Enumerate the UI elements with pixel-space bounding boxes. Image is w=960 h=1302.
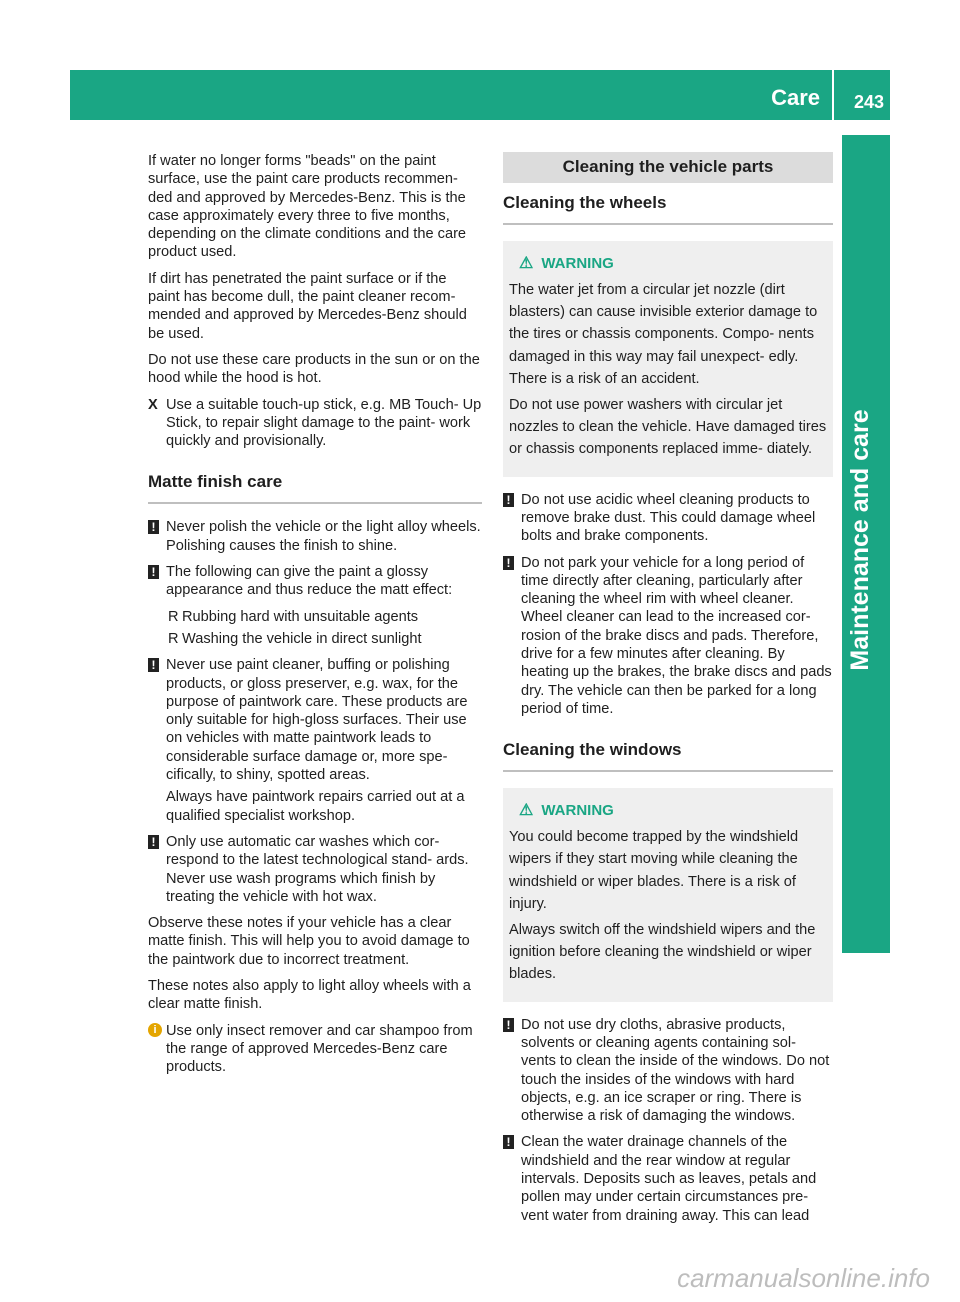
list-item-text: Rubbing hard with unsuitable agents [182,608,419,625]
paragraph: Observe these notes if your vehicle has a clear matte finish. This will help you to avoid damage to the paintwork due to incorrect treatment. [148,915,470,968]
caution-note [503,1016,833,1126]
caution-note [148,518,482,555]
warning-header [509,253,827,273]
section-heading: Cleaning the vehicle parts [503,152,833,183]
note-text: The following can give the paint a glossy appearance and thus reduce the matt effect: [166,564,453,599]
caution-note [148,563,482,600]
warning-icon: ⚠ [519,255,534,272]
warning-header [509,800,827,820]
paragraph: If dirt has penetrated the paint surface or if the paint has become dull, the paint cleaner recom- mended and approved by Mercedes-Benz should be used. [148,270,467,342]
list-item [148,608,482,626]
bullet-icon: R [168,630,179,647]
caution-note [148,833,482,906]
note-text: Clean the water drainage channels of the windshield and the rear window at regular intervals. Deposits such as leaves, petals and pollen may under certain circumstances pre- vent water from draining away. This can lead [521,1134,817,1224]
list-item [148,630,482,648]
exclamation-icon: ! [148,565,159,579]
left-column [148,152,482,1084]
note-text: Use only insect remover and car shampoo from the range of approved Mercedes-Benz care products. [166,1022,473,1076]
watermark: carmanualsonline.info [677,1263,930,1293]
caution-note-continuation [148,788,482,825]
heading-cleaning-wheels: Cleaning the wheels [503,193,833,225]
heading-matte-finish: Matte finish care [148,472,482,504]
paragraph: If water no longer forms "beads" on the paint surface, use the paint care products recommen- ded and approved by Mercedes-Benz. This is the case approximately every three to five months, depending on the climate conditions and the care product used. [148,153,467,261]
header-bar [70,70,890,120]
exclamation-icon: ! [148,835,159,849]
side-tab-label: Maintenance and care [846,409,874,671]
paragraph: Do not use these care products in the sun or on the hood while the hood is hot. [148,351,480,387]
warning-text: Always switch off the windshield wipers and the ignition before cleaning the windshield or wiper blades. [509,922,816,983]
warning-icon: ⚠ [519,802,534,820]
heading-cleaning-windows: Cleaning the windows [503,740,833,772]
warning-label: WARNING [541,255,614,272]
step-text: Use a suitable touch-up stick, e.g. MB Touch- Up Stick, to repair slight damage to the paint- work quickly and provisionally. [166,396,482,450]
exclamation-icon: ! [148,520,159,534]
list-item-text: Washing the vehicle in direct sunlight [182,630,422,647]
exclamation-icon: ! [503,1135,514,1149]
exclamation-icon: ! [148,658,159,672]
section-title: Care [771,85,820,110]
note-text: Never use paint cleaner, buffing or polishing products, or gloss preserver, e.g. wax, for the purpose of paintwork care. These products are only suitable for high-gloss surfaces. Their use on vehicles with matte paintwork leads to considerable surface damage or, more spe- cifically, to shiny, spotted areas. [166,657,468,784]
caution-note [148,656,482,784]
note-text: Do not use acidic wheel cleaning products to remove brake dust. This could damage wheel bolts and brake components. [521,491,816,545]
note-text: Only use automatic car washes which cor- respond to the latest technological stand- ards. Never use wash programs which finish by treating the vehicle with hot wax. [166,833,469,905]
bullet-icon: R [168,608,179,625]
info-icon: i [148,1023,162,1037]
paragraph: These notes also apply to light alloy wheels with a clear matte finish. [148,977,471,1013]
page-number: 243 [853,92,884,112]
warning-label: WARNING [541,802,614,820]
step-arrow-icon: X [148,396,158,413]
side-tab [842,135,890,953]
exclamation-icon: ! [503,556,514,570]
warning-text: Do not use power washers with circular jet nozzles to clean the vehicle. Have damaged tires or chassis components replaced imme- diately. [509,397,827,458]
caution-note [503,554,833,719]
warning-text: You could become trapped by the windshield wipers if they start moving while cleaning the windshield or wiper blades. There is a risk of injury. [509,829,799,912]
note-text: Do not park your vehicle for a long period of time directly after cleaning, particularly after cleaning the wheel rim with wheel cleaner. Wheel cleaner can lead to the increased cor- rosion of the brake discs and pads. Therefore, drive for a few minutes after cleaning. By heating up the brakes, the brake discs and pads dry. The vehicle can then be parked for a long period of time. [521,554,832,717]
header-divider [832,70,834,120]
caution-note [503,491,833,546]
note-text: Do not use dry cloths, abrasive products, solvents or cleaning agents containing sol- vents to clean the inside of the windows. Do not touch the insides of the windows with hard objects, e.g. an ice scraper or ring. There is otherwise a risk of damaging the windows. [521,1016,830,1125]
warning-box [503,241,833,477]
exclamation-icon: ! [503,493,514,507]
note-text: Always have paintwork repairs carried out at a qualified specialist workshop. [166,789,465,824]
note-text: Never polish the vehicle or the light alloy wheels. Polishing causes the finish to shine. [166,519,481,554]
exclamation-icon: ! [503,1018,514,1032]
info-note [148,1022,482,1077]
right-column [503,152,833,1233]
action-step [148,396,482,451]
warning-box [503,788,833,1001]
caution-note [503,1133,833,1224]
warning-text: The water jet from a circular jet nozzle (dirt blasters) can cause invisible exterior damage to the tires or chassis components. Compo- nents damaged in this way may fail unexpect- edly. There is a risk of an accident. [509,282,818,387]
